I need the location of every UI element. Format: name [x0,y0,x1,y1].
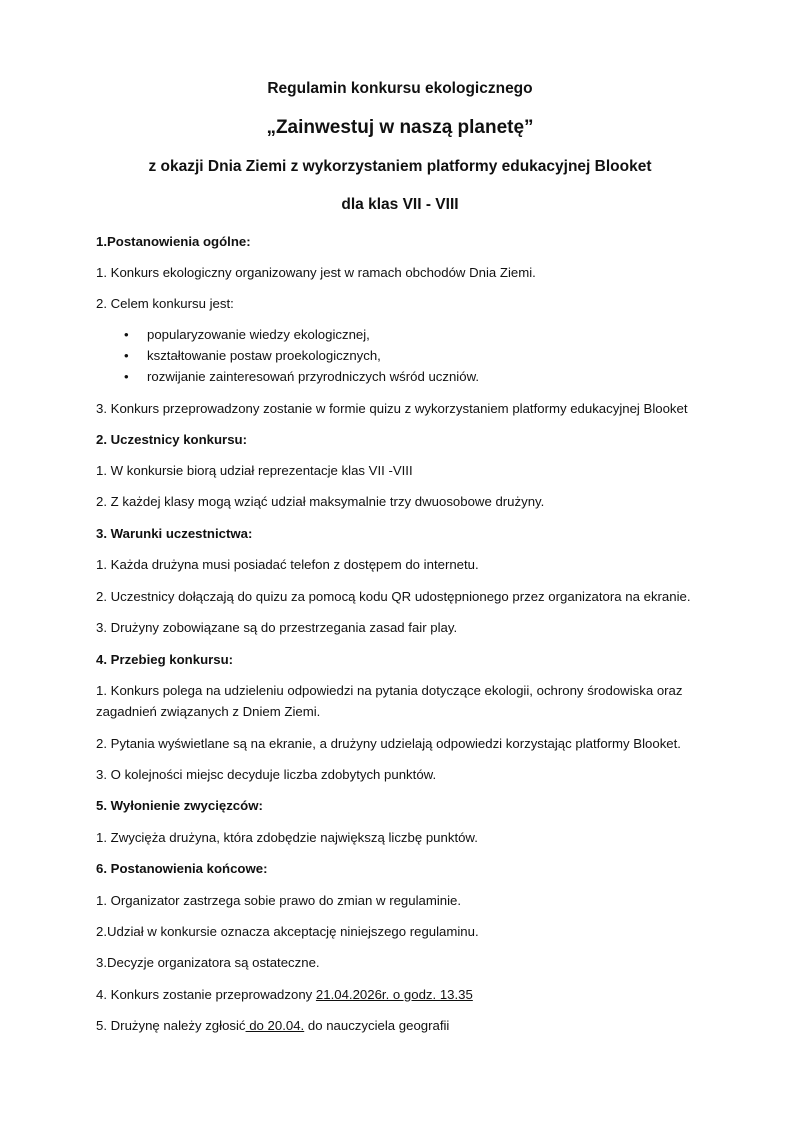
paragraph: 2. Z każdej klasy mogą wziąć udział maksymalnie trzy dwuosobowe drużyny. [96,494,545,509]
date-prefix: 4. Konkurs zostanie przeprowadzony [96,987,316,1002]
paragraph: 3.Decyzje organizatora są ostateczne. [96,955,320,970]
section-heading-conditions: 3. Warunki uczestnictwa: [96,526,253,541]
paragraph: 3. Drużyny zobowiązane są do przestrzegania zasad fair play. [96,620,458,635]
paragraph: 3. Konkurs przeprowadzony zostanie w formie quizu z wykorzystaniem platformy edukacyjnej Blooket [96,401,688,416]
paragraph: 1. Każda drużyna musi posiadać telefon z dostępem do internetu. [96,557,479,572]
paragraph: 2.Udział w konkursie oznacza akceptację niniejszego regulaminu. [96,924,479,939]
paragraph-date [96,985,473,1004]
paragraph: 1. Konkurs ekologiczny organizowany jest w ramach obchodów Dnia Ziemi. [96,265,536,280]
contest-occasion: z okazji Dnia Ziemi z wykorzystaniem platformy edukacyjnej Blooket [148,158,652,175]
bullet-icon: • [124,327,129,342]
document-title: Regulamin konkursu ekologicznego [267,80,533,97]
paragraph: 2. Celem konkursu jest: [96,296,234,311]
bullet-icon: • [124,369,129,384]
contest-date: 21.04.2026r. o godz. 13.35 [315,987,473,1002]
section-heading-participants: 2. Uczestnicy konkursu: [96,432,247,447]
list-item: popularyzowanie wiedzy ekologicznej, [147,327,370,342]
contest-classes: dla klas VII - VIII [341,196,459,213]
contest-name: „Zainwestuj w naszą planetę” [266,117,534,138]
section-heading-general: 1.Postanowienia ogólne: [96,234,251,249]
list-item: kształtowanie postaw proekologicznych, [147,348,381,363]
paragraph: 2. Pytania wyświetlane są na ekranie, a drużyny udzielają odpowiedzi korzystając platformy Blooket. [96,736,681,751]
registration-deadline: do 20.04. [245,1018,305,1033]
paragraph: 3. O kolejności miejsc decyduje liczba zdobytych punktów. [96,767,437,782]
bullet-icon: • [124,348,129,363]
paragraph: 1. W konkursie biorą udział reprezentacje klas VII -VIII [96,463,413,478]
paragraph: 1. Konkurs polega na udzieleniu odpowiedzi na pytania dotyczące ekologii, ochrony środowiska oraz [96,683,683,698]
list-item: rozwijanie zainteresowań przyrodniczych wśród uczniów. [147,369,480,384]
paragraph-continuation: zagadnień związanych z Dniem Ziemi. [96,704,321,719]
deadline-prefix: 5. Drużynę należy zgłosić [96,1018,246,1033]
paragraph: 2. Uczestnicy dołączają do quizu za pomocą kodu QR udostępnionego przez organizatora na ekranie. [96,589,691,604]
section-heading-course: 4. Przebieg konkursu: [96,652,234,667]
paragraph: 1. Organizator zastrzega sobie prawo do zmian w regulaminie. [96,893,462,908]
paragraph: 1. Zwycięża drużyna, która zdobędzie największą liczbę punktów. [96,830,478,845]
section-heading-winners: 5. Wyłonienie zwycięzców: [96,798,263,813]
deadline-suffix: do nauczyciela geografii [304,1018,450,1033]
paragraph-deadline [96,1016,449,1035]
section-heading-final: 6. Postanowienia końcowe: [96,861,268,876]
